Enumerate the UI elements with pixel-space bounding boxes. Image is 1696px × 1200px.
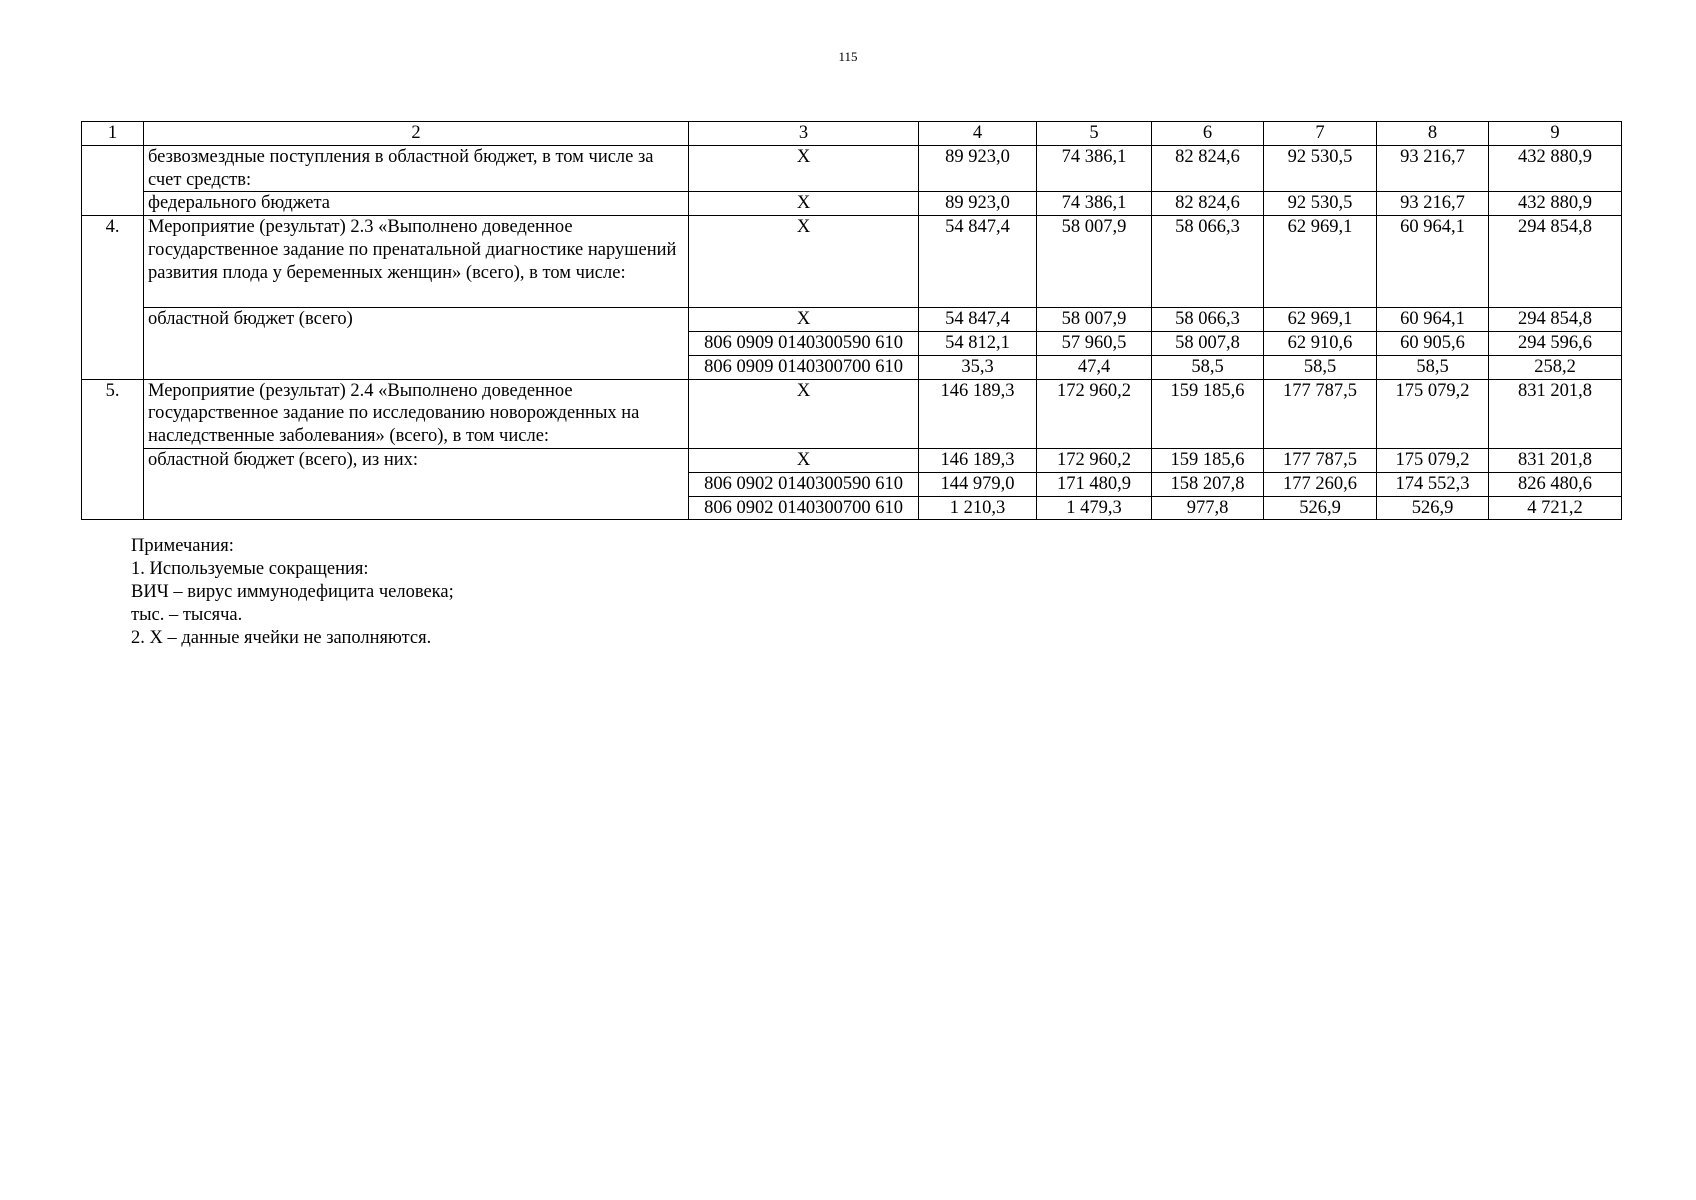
notes-heading: Примечания: <box>131 536 234 556</box>
table-row <box>82 192 1622 216</box>
value-cell: 54 847,4 <box>919 216 1037 308</box>
header-cell: 1 <box>82 122 144 146</box>
value-cell: 258,2 <box>1489 355 1622 379</box>
header-cell: 4 <box>919 122 1037 146</box>
budget-code: 806 0902 0140300700 610 <box>689 496 919 520</box>
budget-code: Х <box>689 379 919 448</box>
page-number: 115 <box>838 49 858 64</box>
header-cell: 6 <box>1152 122 1264 146</box>
value-cell: 526,9 <box>1377 496 1489 520</box>
value-cell: 294 854,8 <box>1489 308 1622 332</box>
value-cell: 82 824,6 <box>1152 145 1264 192</box>
header-cell: 8 <box>1377 122 1489 146</box>
value-cell: 172 960,2 <box>1037 379 1152 448</box>
value-cell: 89 923,0 <box>919 192 1037 216</box>
value-cell: 93 216,7 <box>1377 145 1489 192</box>
value-cell: 58,5 <box>1152 355 1264 379</box>
value-cell: 177 787,5 <box>1264 448 1377 472</box>
value-cell: 146 189,3 <box>919 448 1037 472</box>
value-cell: 432 880,9 <box>1489 192 1622 216</box>
value-cell: 60 964,1 <box>1377 308 1489 332</box>
value-cell: 4 721,2 <box>1489 496 1622 520</box>
value-cell: 432 880,9 <box>1489 145 1622 192</box>
value-cell: 526,9 <box>1264 496 1377 520</box>
row-description: Мероприятие (результат) 2.3 «Выполнено доведенное государственное задание по пренатальной диагностике нарушений развития плода у беременных женщин» (всего), в том числе: <box>144 216 689 308</box>
value-cell: 58 007,8 <box>1152 331 1264 355</box>
budget-table <box>81 121 1622 520</box>
value-cell: 175 079,2 <box>1377 379 1489 448</box>
value-cell: 74 386,1 <box>1037 145 1152 192</box>
note-item: ВИЧ – вирус иммунодефицита человека; <box>131 582 454 602</box>
header-row <box>82 122 1622 146</box>
budget-code: 806 0902 0140300590 610 <box>689 472 919 496</box>
value-cell: 172 960,2 <box>1037 448 1152 472</box>
value-cell: 177 787,5 <box>1264 379 1377 448</box>
value-cell: 82 824,6 <box>1152 192 1264 216</box>
value-cell: 826 480,6 <box>1489 472 1622 496</box>
value-cell: 144 979,0 <box>919 472 1037 496</box>
value-cell: 58 066,3 <box>1152 308 1264 332</box>
value-cell: 294 854,8 <box>1489 216 1622 308</box>
note-item: тыс. – тысяча. <box>131 605 243 625</box>
value-cell: 294 596,6 <box>1489 331 1622 355</box>
value-cell: 171 480,9 <box>1037 472 1152 496</box>
value-cell: 977,8 <box>1152 496 1264 520</box>
note-item: 1. Используемые сокращения: <box>131 559 369 579</box>
budget-code: Х <box>689 145 919 192</box>
notes-section <box>131 535 454 650</box>
budget-code: Х <box>689 448 919 472</box>
budget-code: Х <box>689 192 919 216</box>
value-cell: 93 216,7 <box>1377 192 1489 216</box>
value-cell: 58,5 <box>1264 355 1377 379</box>
row-description: областной бюджет (всего) <box>144 308 689 379</box>
table-row <box>82 308 1622 332</box>
value-cell: 89 923,0 <box>919 145 1037 192</box>
table-row <box>82 379 1622 448</box>
value-cell: 177 260,6 <box>1264 472 1377 496</box>
value-cell: 57 960,5 <box>1037 331 1152 355</box>
row-number: 5. <box>82 379 144 520</box>
budget-code: Х <box>689 216 919 308</box>
table-row <box>82 448 1622 472</box>
value-cell: 831 201,8 <box>1489 379 1622 448</box>
value-cell: 62 969,1 <box>1264 308 1377 332</box>
value-cell: 74 386,1 <box>1037 192 1152 216</box>
budget-code: 806 0909 0140300590 610 <box>689 331 919 355</box>
value-cell: 174 552,3 <box>1377 472 1489 496</box>
value-cell: 1 479,3 <box>1037 496 1152 520</box>
row-description: областной бюджет (всего), из них: <box>144 448 689 519</box>
value-cell: 92 530,5 <box>1264 192 1377 216</box>
value-cell: 1 210,3 <box>919 496 1037 520</box>
note-item: 2. Х – данные ячейки не заполняются. <box>131 628 432 648</box>
value-cell: 58 007,9 <box>1037 216 1152 308</box>
header-cell: 3 <box>689 122 919 146</box>
value-cell: 158 207,8 <box>1152 472 1264 496</box>
value-cell: 54 847,4 <box>919 308 1037 332</box>
value-cell: 831 201,8 <box>1489 448 1622 472</box>
table-row <box>82 145 1622 192</box>
header-cell: 2 <box>144 122 689 146</box>
budget-code: Х <box>689 308 919 332</box>
value-cell: 58 066,3 <box>1152 216 1264 308</box>
value-cell: 62 910,6 <box>1264 331 1377 355</box>
value-cell: 62 969,1 <box>1264 216 1377 308</box>
value-cell: 159 185,6 <box>1152 379 1264 448</box>
row-description: безвозмездные поступления в областной бюджет, в том числе за счет средств: <box>144 145 689 192</box>
row-number-cell <box>82 145 144 215</box>
row-number: 4. <box>82 216 144 379</box>
budget-code: 806 0909 0140300700 610 <box>689 355 919 379</box>
header-cell: 5 <box>1037 122 1152 146</box>
value-cell: 58 007,9 <box>1037 308 1152 332</box>
row-description: Мероприятие (результат) 2.4 «Выполнено доведенное государственное задание по исследованию новорожденных на наследственные заболевания» (всего), в том числе: <box>144 379 689 448</box>
header-cell: 9 <box>1489 122 1622 146</box>
value-cell: 159 185,6 <box>1152 448 1264 472</box>
header-cell: 7 <box>1264 122 1377 146</box>
value-cell: 60 905,6 <box>1377 331 1489 355</box>
value-cell: 58,5 <box>1377 355 1489 379</box>
value-cell: 54 812,1 <box>919 331 1037 355</box>
value-cell: 47,4 <box>1037 355 1152 379</box>
value-cell: 92 530,5 <box>1264 145 1377 192</box>
value-cell: 146 189,3 <box>919 379 1037 448</box>
value-cell: 175 079,2 <box>1377 448 1489 472</box>
value-cell: 35,3 <box>919 355 1037 379</box>
row-description: федерального бюджета <box>144 192 689 216</box>
table-row <box>82 216 1622 308</box>
value-cell: 60 964,1 <box>1377 216 1489 308</box>
